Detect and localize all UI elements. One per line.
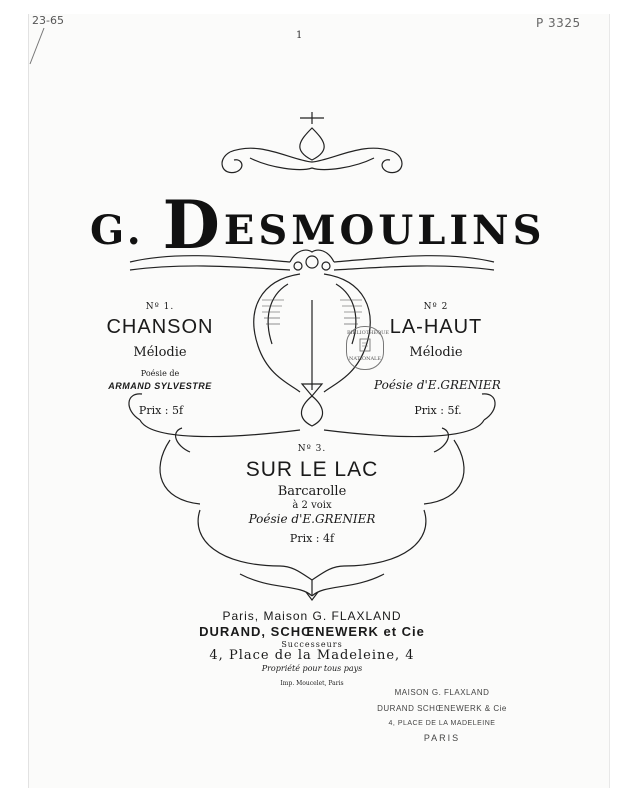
crest-icon: [357, 337, 373, 353]
dealer-stamp-line2: DURAND SCHŒNEWERK & Cie: [377, 704, 507, 713]
song-1-poet-prefix: Poésie de: [140, 369, 180, 378]
song-3-poet: Poésie d'E.GRENIER: [248, 512, 376, 526]
song-2-subtitle: Mélodie: [409, 345, 463, 360]
song-1-poet: ARMAND SYLVESTRE: [108, 381, 212, 391]
song-3-price: Prix : 4f: [289, 532, 335, 545]
song-1-price: Prix : 5f: [138, 404, 184, 417]
composer-surname: ESMOULINS: [223, 207, 546, 254]
publisher-line5: Propriété pour tous pays: [261, 664, 363, 673]
publisher-line2: DURAND, SCHŒNEWERK et Cie: [199, 624, 425, 639]
song-3-voices: à 2 voix: [292, 500, 332, 511]
library-stamp-line2: NATIONALE: [348, 356, 382, 362]
dealer-stamp-line4: PARIS: [423, 733, 461, 743]
publisher-line3: Successeurs: [281, 640, 343, 649]
publisher-line4: 4, Place de la Madeleine, 4: [209, 648, 415, 663]
song-2-poet: Poésie d'E.GRENIER: [374, 378, 501, 392]
dealer-stamp-line3: 4, PLACE DE LA MADELEINE: [388, 720, 496, 727]
library-stamp: [346, 326, 390, 370]
library-stamp-line1: BIBLIOTHÈQUE: [347, 330, 390, 336]
song-1-title: CHANSON: [106, 316, 214, 338]
song-3-subtitle: Barcarolle: [277, 484, 347, 499]
page-number: 1: [296, 30, 303, 41]
composer-initial: G.: [90, 207, 145, 254]
song-2-price: Prix : 5f.: [414, 404, 462, 417]
song-1-subtitle: Mélodie: [133, 345, 187, 360]
catalog-note-right: P 3325: [536, 16, 581, 30]
printer-credit: Imp. Moucelet, Paris: [280, 680, 344, 687]
composer-name: [90, 186, 546, 264]
song-3-title: SUR LE LAC: [245, 458, 379, 481]
song-1-number: Nº 1.: [145, 302, 175, 312]
song-2-number: Nº 2: [423, 302, 449, 312]
composer-big-letter: D: [162, 186, 224, 264]
catalog-note-left: 23-65: [32, 14, 64, 27]
song-3-number: Nº 3.: [297, 444, 327, 454]
song-2-title: LA-HAUT: [389, 316, 483, 338]
dealer-stamp-line1: MAISON G. FLAXLAND: [394, 688, 490, 697]
publisher-line1: Paris, Maison G. FLAXLAND: [222, 609, 402, 623]
